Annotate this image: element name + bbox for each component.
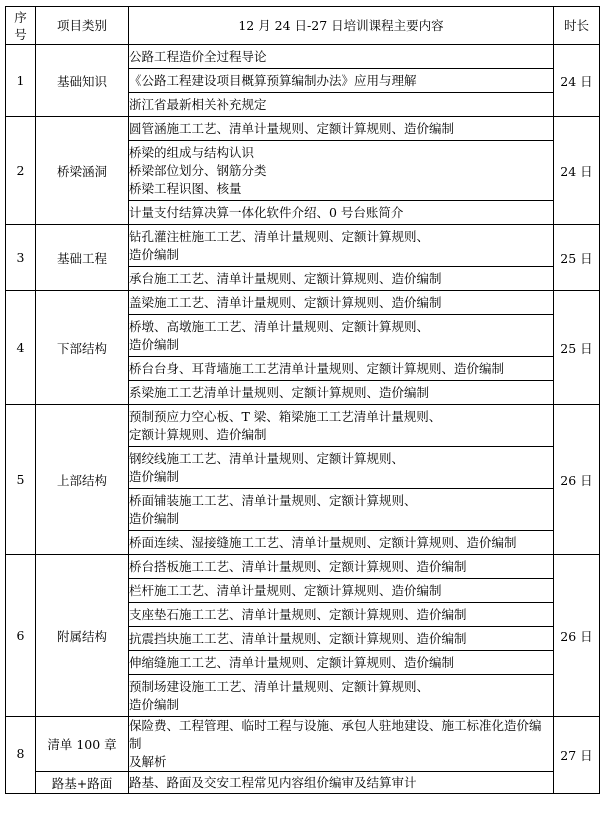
header-seq-line2: 号	[14, 26, 27, 42]
table-row	[6, 225, 600, 267]
row-duration: 27 日	[554, 717, 600, 794]
row-seq-number: 4	[6, 291, 36, 405]
header-category: 项目类别	[36, 7, 129, 45]
course-item-line: 造价编制	[129, 468, 180, 484]
row-seq-number: 6	[6, 555, 36, 717]
row-seq-number: 5	[6, 405, 36, 555]
course-item	[129, 555, 554, 579]
course-item	[129, 717, 554, 772]
row-seq-number: 2	[6, 117, 36, 225]
header-duration: 时长	[554, 7, 600, 45]
header-content: 12 月 24 日-27 日培训课程主要内容	[129, 7, 554, 45]
course-item-line: 造价编制	[129, 696, 180, 712]
course-item-line: 承台施工工艺、清单计量规则、定额计算规则、造价编制	[129, 270, 442, 286]
course-item	[129, 627, 554, 651]
course-item-line: 桥梁的组成与结构认识	[129, 144, 255, 160]
course-item-line: 保险费、工程管理、临时工程与设施、承包人驻地建设、施工标准化造价编制	[129, 718, 542, 751]
table-row	[6, 405, 600, 447]
course-item-line: 桥面连续、湿接缝施工工艺、清单计量规则、定额计算规则、造价编制	[129, 534, 517, 550]
course-item-line: 钻孔灌注桩施工工艺、清单计量规则、定额计算规则、	[129, 228, 430, 244]
row-duration: 24 日	[554, 45, 600, 117]
course-item-line: 预制场建设施工工艺、清单计量规则、定额计算规则、	[129, 678, 430, 694]
course-item-line: 伸缩缝施工工艺、清单计量规则、定额计算规则、造价编制	[129, 654, 455, 670]
course-item	[129, 93, 554, 117]
row-category: 上部结构	[36, 405, 129, 555]
course-item-line: 桥面铺装施工工艺、清单计量规则、定额计算规则、	[129, 492, 417, 508]
course-item-line: 桥梁部位划分、钢筋分类	[129, 162, 267, 178]
row-duration: 24 日	[554, 117, 600, 225]
course-item-line: 支座垫石施工工艺、清单计量规则、定额计算规则、造价编制	[129, 606, 467, 622]
row-category: 桥梁涵洞	[36, 117, 129, 225]
course-item-line: 系梁施工工艺清单计量规则、定额计算规则、造价编制	[129, 384, 430, 400]
training-schedule-table	[5, 6, 600, 794]
course-item-line: 造价编制	[129, 246, 180, 262]
table-row	[6, 555, 600, 579]
row-category: 下部结构	[36, 291, 129, 405]
course-item-line: 浙江省最新相关补充规定	[129, 96, 267, 112]
row-category: 路基+路面	[36, 772, 129, 794]
schedule-body	[6, 45, 600, 794]
course-item	[129, 315, 554, 357]
course-item-line: 钢绞线施工工艺、清单计量规则、定额计算规则、	[129, 450, 405, 466]
row-seq-number: 8	[6, 717, 36, 772]
row-category: 附属结构	[36, 555, 129, 717]
course-item	[129, 603, 554, 627]
header-seq	[6, 7, 36, 45]
course-item	[129, 405, 554, 447]
header-row	[6, 7, 600, 45]
course-item	[129, 651, 554, 675]
table-row	[6, 717, 600, 772]
course-item	[129, 225, 554, 267]
table-row	[6, 117, 600, 141]
course-item	[129, 69, 554, 93]
course-item-line: 计量支付结算决算一体化软件介绍、0 号台账简介	[129, 204, 404, 220]
course-item-line: 桥台搭板施工工艺、清单计量规则、定额计算规则、造价编制	[129, 558, 467, 574]
course-item	[129, 201, 554, 225]
course-item	[129, 141, 554, 201]
course-item	[129, 579, 554, 603]
row-seq-number	[6, 772, 36, 794]
table-row	[6, 291, 600, 315]
row-duration: 26 日	[554, 405, 600, 555]
row-duration: 26 日	[554, 555, 600, 717]
course-item-line: 盖梁施工工艺、清单计量规则、定额计算规则、造价编制	[129, 294, 442, 310]
course-item	[129, 675, 554, 717]
course-item-line: 公路工程造价全过程导论	[129, 48, 267, 64]
header-seq-line1: 序	[14, 9, 27, 25]
row-category: 基础工程	[36, 225, 129, 291]
course-item	[129, 772, 554, 794]
course-item	[129, 291, 554, 315]
course-item	[129, 489, 554, 531]
table-row	[6, 45, 600, 69]
course-item	[129, 447, 554, 489]
course-item	[129, 381, 554, 405]
row-seq-number: 1	[6, 45, 36, 117]
course-item-line: 圆管涵施工工艺、清单计量规则、定额计算规则、造价编制	[129, 120, 455, 136]
course-item	[129, 357, 554, 381]
course-item	[129, 117, 554, 141]
row-category: 基础知识	[36, 45, 129, 117]
course-item-line: 栏杆施工工艺、清单计量规则、定额计算规则、造价编制	[129, 582, 442, 598]
course-item	[129, 267, 554, 291]
course-item-line: 路基、路面及交安工程常见内容组价编审及结算审计	[129, 774, 417, 790]
course-item-line: 桥梁工程识图、核量	[129, 180, 242, 196]
course-item-line: 《公路工程建设项目概算预算编制办法》应用与理解	[129, 72, 417, 88]
row-duration: 25 日	[554, 291, 600, 405]
course-item-line: 抗震挡块施工工艺、清单计量规则、定额计算规则、造价编制	[129, 630, 467, 646]
course-item-line: 造价编制	[129, 510, 180, 526]
row-seq-number: 3	[6, 225, 36, 291]
course-item-line: 造价编制	[129, 336, 180, 352]
row-duration: 25 日	[554, 225, 600, 291]
row-category: 清单 100 章	[36, 717, 129, 772]
course-item-line: 及解析	[129, 754, 167, 769]
course-item	[129, 531, 554, 555]
course-item-line: 桥台台身、耳背墙施工工艺清单计量规则、定额计算规则、造价编制	[129, 360, 505, 376]
course-item	[129, 45, 554, 69]
course-item-line: 定额计算规则、造价编制	[129, 426, 267, 442]
course-item-line: 预制预应力空心板、T 梁、箱梁施工工艺清单计量规则、	[129, 408, 442, 424]
course-item-line: 桥墩、高墩施工工艺、清单计量规则、定额计算规则、	[129, 318, 430, 334]
table-row	[6, 772, 600, 794]
